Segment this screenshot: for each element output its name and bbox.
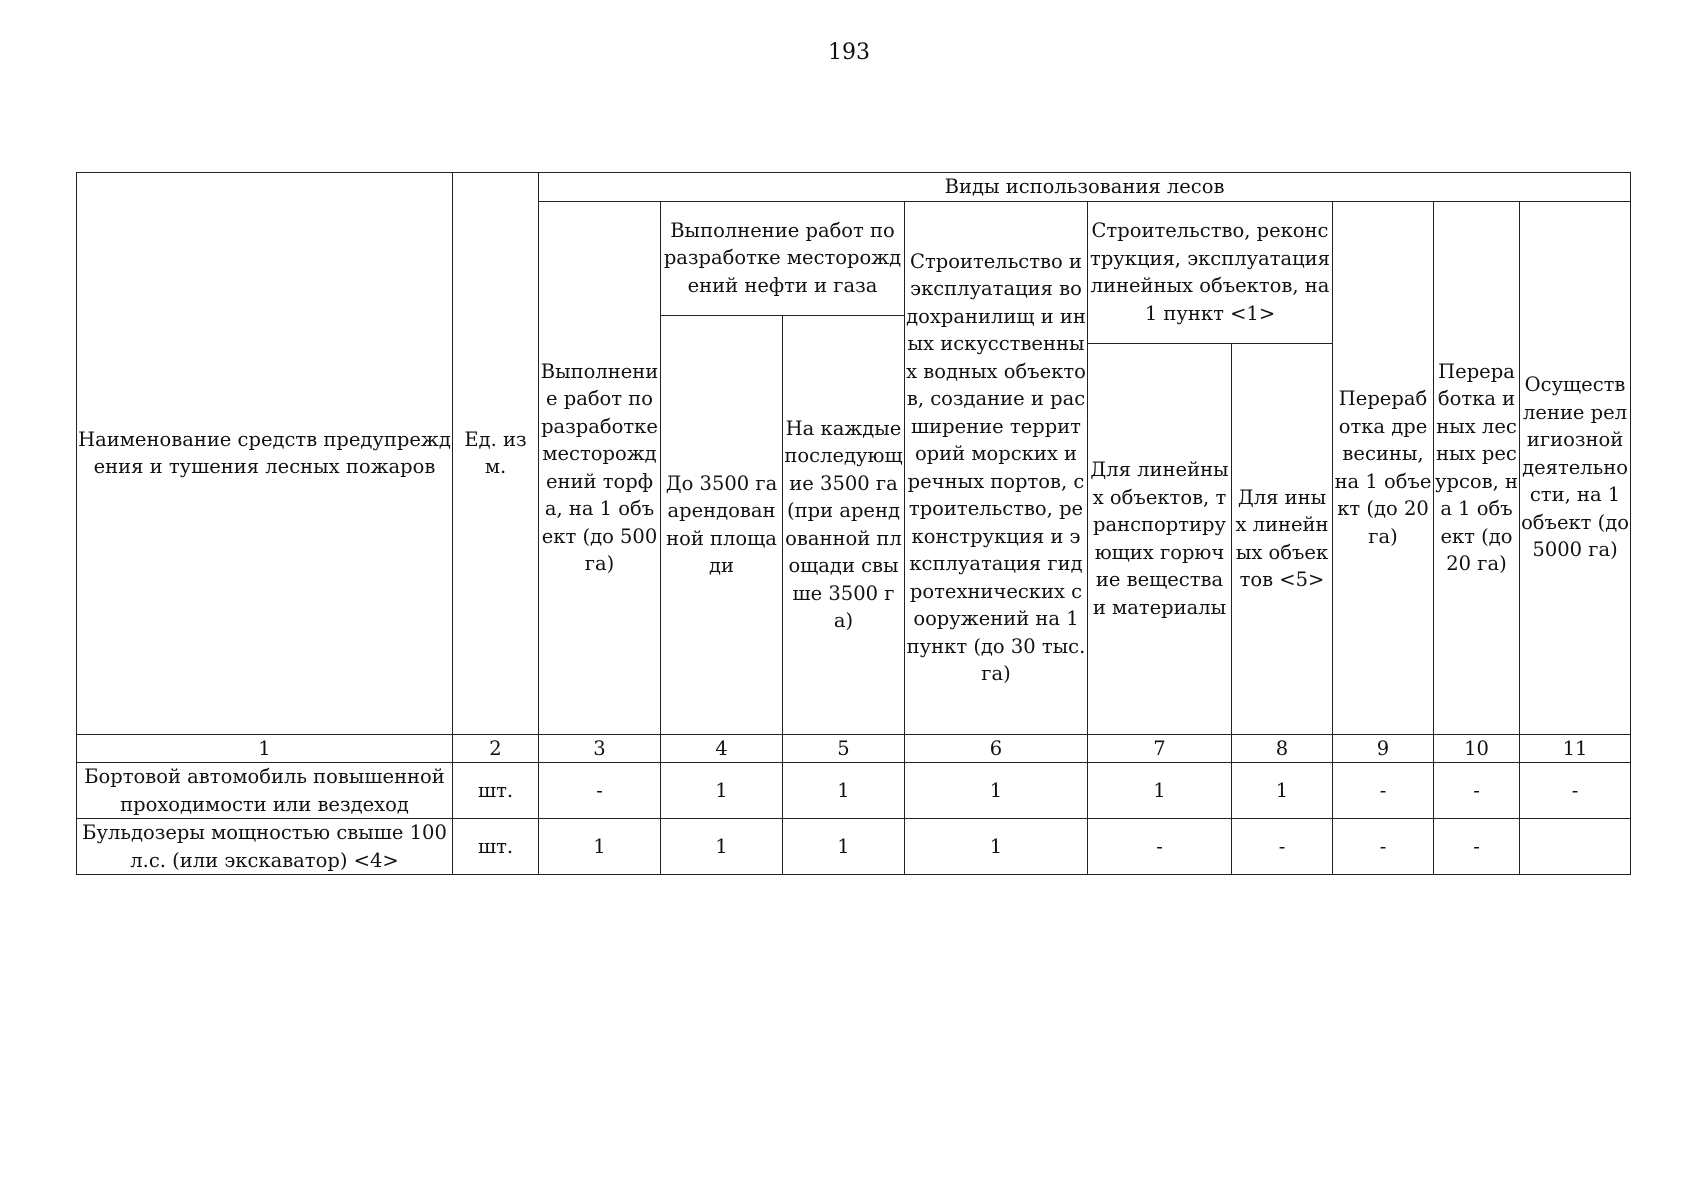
header-unit: Ед. изм. <box>453 173 539 735</box>
row-value: - <box>1088 819 1232 875</box>
row-unit: шт. <box>453 763 539 819</box>
column-number: 3 <box>539 734 661 763</box>
row-value: - <box>1434 763 1520 819</box>
column-number: 7 <box>1088 734 1232 763</box>
column-number: 6 <box>905 734 1088 763</box>
column-numbers-row <box>77 734 1631 763</box>
header-religious: Осуществление религиозной деятельности, на 1 объект (до 5000 га) <box>1520 201 1631 734</box>
header-forest-use-types: Виды использования лесов <box>539 173 1631 202</box>
header-oil-gas-group: Выполнение работ по разработке месторождений нефти и газа <box>661 201 905 315</box>
row-value: - <box>1333 763 1434 819</box>
header-peat: Выполнение работ по разработке месторождений торфа, на 1 объект (до 500 га) <box>539 201 661 734</box>
fire-equipment-table <box>76 172 1631 875</box>
column-number: 9 <box>1333 734 1434 763</box>
row-value: 1 <box>783 763 905 819</box>
row-value: - <box>539 763 661 819</box>
header-wood-processing: Переработка древесины, на 1 объект (до 20 га) <box>1333 201 1434 734</box>
row-name: Бортовой автомобиль повышенной проходимости или вездеход <box>77 763 453 819</box>
row-value: - <box>1232 819 1333 875</box>
row-value: 1 <box>783 819 905 875</box>
row-value: - <box>1333 819 1434 875</box>
row-unit: шт. <box>453 819 539 875</box>
column-number: 5 <box>783 734 905 763</box>
header-oil-gas-next: На каждые последующие 3500 га (при арендованной площади свыше 3500 га) <box>783 315 905 734</box>
header-row-1 <box>77 173 1631 202</box>
column-number: 11 <box>1520 734 1631 763</box>
row-value: 1 <box>1088 763 1232 819</box>
row-value: - <box>1434 819 1520 875</box>
header-oil-gas-first: До 3500 га арендованной площади <box>661 315 783 734</box>
column-number: 8 <box>1232 734 1333 763</box>
column-number: 10 <box>1434 734 1520 763</box>
row-name: Бульдозеры мощностью свыше 100 л.с. (или экскаватор) <4> <box>77 819 453 875</box>
column-number: 2 <box>453 734 539 763</box>
header-name: Наименование средств предупреждения и тушения лесных пожаров <box>77 173 453 735</box>
row-value <box>1520 819 1631 875</box>
page-number: 193 <box>828 40 870 65</box>
table-row <box>77 763 1631 819</box>
header-reservoirs: Строительство и эксплуатация водохранилищ и иных искусственных водных объектов, создание и расширение территорий морских и речных портов, строительство, реконструкция и эксплуатация гидротехнических сооружений на 1 пункт (до 30 тыс. га) <box>905 201 1088 734</box>
row-value: 1 <box>905 763 1088 819</box>
header-linear-objects-group: Строительство, реконструкция, эксплуатация линейных объектов, на 1 пункт <1> <box>1088 201 1333 343</box>
row-value: 1 <box>539 819 661 875</box>
header-other-resources: Переработка иных лесных ресурсов, на 1 объект (до 20 га) <box>1434 201 1520 734</box>
row-value: 1 <box>661 819 783 875</box>
column-number: 4 <box>661 734 783 763</box>
row-value: - <box>1520 763 1631 819</box>
row-value: 1 <box>1232 763 1333 819</box>
row-value: 1 <box>661 763 783 819</box>
table-row <box>77 819 1631 875</box>
row-value: 1 <box>905 819 1088 875</box>
header-linear-other: Для иных линейных объектов <5> <box>1232 343 1333 734</box>
header-linear-fuel: Для линейных объектов, транспортирующих горючие вещества и материалы <box>1088 343 1232 734</box>
column-number: 1 <box>77 734 453 763</box>
